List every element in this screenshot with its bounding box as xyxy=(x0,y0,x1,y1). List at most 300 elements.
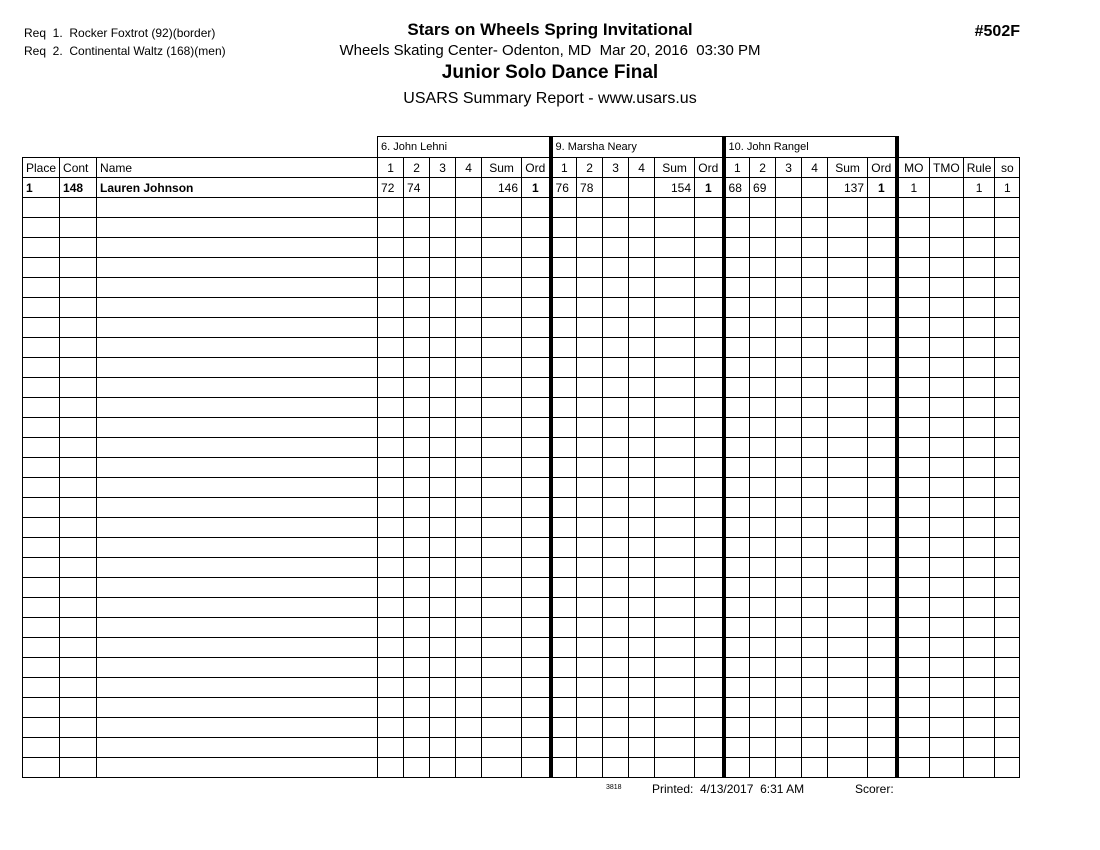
empty-cell xyxy=(776,698,802,718)
empty-cell xyxy=(724,618,750,638)
empty-cell xyxy=(404,458,430,478)
empty-cell xyxy=(456,358,482,378)
empty-cell xyxy=(963,458,995,478)
empty-cell xyxy=(750,238,776,258)
empty-cell xyxy=(23,338,60,358)
empty-cell xyxy=(930,618,964,638)
empty-cell xyxy=(750,378,776,398)
empty-cell xyxy=(60,578,97,598)
empty-row xyxy=(23,538,1020,558)
empty-cell xyxy=(603,578,629,598)
empty-cell xyxy=(378,218,404,238)
empty-cell xyxy=(995,198,1020,218)
empty-cell xyxy=(868,398,897,418)
empty-cell xyxy=(378,738,404,758)
empty-cell xyxy=(522,718,551,738)
printed-timestamp: Printed: 4/13/2017 6:31 AM xyxy=(652,782,805,796)
empty-cell xyxy=(378,578,404,598)
empty-cell xyxy=(776,718,802,738)
empty-cell xyxy=(577,198,603,218)
empty-cell xyxy=(695,378,724,398)
empty-cell xyxy=(655,378,695,398)
empty-cell xyxy=(695,238,724,258)
empty-cell xyxy=(378,758,404,778)
empty-cell xyxy=(404,218,430,238)
empty-cell xyxy=(695,698,724,718)
empty-cell xyxy=(404,678,430,698)
event-number: #502F xyxy=(974,23,1020,40)
empty-cell xyxy=(378,198,404,218)
empty-cell xyxy=(776,358,802,378)
col-header-name: Name xyxy=(97,158,378,178)
empty-cell xyxy=(868,318,897,338)
empty-cell xyxy=(930,478,964,498)
empty-cell xyxy=(430,758,456,778)
empty-cell xyxy=(695,338,724,358)
empty-cell xyxy=(23,378,60,398)
empty-cell xyxy=(430,598,456,618)
empty-cell xyxy=(995,218,1020,238)
empty-cell xyxy=(828,398,868,418)
judge-header-row xyxy=(23,137,1020,158)
empty-cell xyxy=(750,558,776,578)
empty-cell xyxy=(802,318,828,338)
empty-cell xyxy=(629,758,655,778)
empty-cell xyxy=(897,658,930,678)
empty-cell xyxy=(828,298,868,318)
empty-cell xyxy=(695,598,724,618)
empty-cell xyxy=(97,718,378,738)
empty-cell xyxy=(897,618,930,638)
empty-cell xyxy=(97,198,378,218)
empty-cell xyxy=(724,518,750,538)
empty-cell xyxy=(456,718,482,738)
empty-cell xyxy=(551,718,577,738)
empty-cell xyxy=(828,458,868,478)
empty-cell xyxy=(776,198,802,218)
empty-cell xyxy=(868,198,897,218)
empty-row xyxy=(23,598,1020,618)
empty-cell xyxy=(802,398,828,418)
empty-cell xyxy=(802,378,828,398)
empty-cell xyxy=(482,258,522,278)
empty-cell xyxy=(378,378,404,398)
empty-cell xyxy=(378,658,404,678)
empty-cell xyxy=(430,738,456,758)
empty-cell xyxy=(603,378,629,398)
empty-cell xyxy=(724,558,750,578)
empty-cell xyxy=(97,338,378,358)
empty-cell xyxy=(828,218,868,238)
empty-cell xyxy=(724,378,750,398)
empty-cell xyxy=(60,238,97,258)
empty-cell xyxy=(655,478,695,498)
empty-cell xyxy=(750,618,776,638)
empty-cell xyxy=(430,558,456,578)
empty-cell xyxy=(404,438,430,458)
empty-cell xyxy=(897,498,930,518)
empty-cell xyxy=(603,718,629,738)
empty-cell xyxy=(750,398,776,418)
empty-cell xyxy=(551,438,577,458)
empty-cell xyxy=(378,298,404,318)
empty-cell xyxy=(868,338,897,358)
empty-cell xyxy=(577,758,603,778)
empty-cell xyxy=(577,638,603,658)
empty-cell xyxy=(60,398,97,418)
empty-cell xyxy=(930,398,964,418)
empty-cell xyxy=(828,678,868,698)
empty-cell xyxy=(963,318,995,338)
empty-cell xyxy=(430,338,456,358)
empty-cell xyxy=(430,518,456,538)
empty-cell xyxy=(482,518,522,538)
empty-cell xyxy=(404,578,430,598)
empty-cell xyxy=(522,638,551,658)
empty-cell xyxy=(97,738,378,758)
empty-cell xyxy=(655,198,695,218)
empty-cell xyxy=(629,618,655,638)
empty-cell xyxy=(629,718,655,738)
empty-cell xyxy=(430,538,456,558)
empty-cell xyxy=(995,538,1020,558)
empty-cell xyxy=(430,638,456,658)
judge1-score-3-cell xyxy=(430,178,456,198)
empty-cell xyxy=(577,298,603,318)
empty-cell xyxy=(522,498,551,518)
empty-cell xyxy=(695,398,724,418)
empty-cell xyxy=(378,538,404,558)
empty-cell xyxy=(551,418,577,438)
empty-cell xyxy=(551,298,577,318)
empty-cell xyxy=(995,478,1020,498)
empty-cell xyxy=(868,278,897,298)
empty-cell xyxy=(482,638,522,658)
skater-name-cell: Lauren Johnson xyxy=(97,178,378,198)
empty-cell xyxy=(655,638,695,658)
empty-cell xyxy=(930,418,964,438)
empty-cell xyxy=(963,478,995,498)
empty-cell xyxy=(897,318,930,338)
empty-cell xyxy=(577,678,603,698)
empty-cell xyxy=(23,398,60,418)
empty-row xyxy=(23,198,1020,218)
empty-cell xyxy=(930,458,964,478)
empty-cell xyxy=(404,658,430,678)
empty-row xyxy=(23,758,1020,778)
empty-cell xyxy=(897,478,930,498)
empty-cell xyxy=(776,738,802,758)
empty-cell xyxy=(522,458,551,478)
empty-cell xyxy=(629,378,655,398)
empty-cell xyxy=(97,698,378,718)
empty-cell xyxy=(995,398,1020,418)
empty-cell xyxy=(551,398,577,418)
empty-cell xyxy=(868,218,897,238)
empty-cell xyxy=(750,758,776,778)
empty-cell xyxy=(868,378,897,398)
empty-cell xyxy=(828,338,868,358)
empty-cell xyxy=(629,238,655,258)
empty-cell xyxy=(995,698,1020,718)
empty-cell xyxy=(828,278,868,298)
empty-cell xyxy=(603,518,629,538)
empty-row xyxy=(23,218,1020,238)
empty-cell xyxy=(802,598,828,618)
empty-cell xyxy=(695,558,724,578)
empty-cell xyxy=(482,338,522,358)
empty-cell xyxy=(963,198,995,218)
empty-cell xyxy=(776,538,802,558)
empty-cell xyxy=(577,438,603,458)
empty-row xyxy=(23,458,1020,478)
empty-cell xyxy=(577,558,603,578)
empty-cell xyxy=(430,698,456,718)
empty-cell xyxy=(522,338,551,358)
empty-cell xyxy=(963,238,995,258)
judge2-ord-cell: 1 xyxy=(695,178,724,198)
empty-cell xyxy=(868,618,897,638)
empty-cell xyxy=(995,718,1020,738)
empty-cell xyxy=(23,218,60,238)
empty-cell xyxy=(522,258,551,278)
empty-cell xyxy=(776,318,802,338)
empty-cell xyxy=(378,718,404,738)
empty-cell xyxy=(629,458,655,478)
empty-cell xyxy=(522,598,551,618)
empty-cell xyxy=(995,278,1020,298)
empty-cell xyxy=(97,218,378,238)
empty-cell xyxy=(776,418,802,438)
empty-cell xyxy=(995,418,1020,438)
empty-cell xyxy=(522,658,551,678)
empty-cell xyxy=(551,338,577,358)
empty-cell xyxy=(629,298,655,318)
empty-cell xyxy=(868,738,897,758)
empty-cell xyxy=(603,358,629,378)
empty-cell xyxy=(776,658,802,678)
empty-cell xyxy=(897,718,930,738)
empty-cell xyxy=(868,298,897,318)
empty-cell xyxy=(404,198,430,218)
empty-cell xyxy=(551,238,577,258)
empty-cell xyxy=(995,738,1020,758)
judge2-col-header-sum: Sum xyxy=(655,158,695,178)
empty-cell xyxy=(776,438,802,458)
empty-cell xyxy=(482,498,522,518)
empty-cell xyxy=(828,738,868,758)
empty-cell xyxy=(695,718,724,738)
empty-cell xyxy=(97,678,378,698)
empty-row xyxy=(23,358,1020,378)
empty-cell xyxy=(551,458,577,478)
empty-cell xyxy=(750,698,776,718)
empty-row xyxy=(23,258,1020,278)
empty-cell xyxy=(802,298,828,318)
judge-header-spacer-right xyxy=(897,137,1020,158)
empty-cell xyxy=(60,378,97,398)
empty-cell xyxy=(60,678,97,698)
empty-cell xyxy=(930,598,964,618)
empty-cell xyxy=(963,358,995,378)
empty-cell xyxy=(868,358,897,378)
empty-cell xyxy=(577,478,603,498)
empty-cell xyxy=(868,258,897,278)
empty-cell xyxy=(522,678,551,698)
empty-cell xyxy=(60,458,97,478)
empty-cell xyxy=(963,718,995,738)
empty-cell xyxy=(802,518,828,538)
empty-cell xyxy=(629,518,655,538)
empty-cell xyxy=(724,538,750,558)
empty-cell xyxy=(963,738,995,758)
empty-cell xyxy=(522,298,551,318)
empty-cell xyxy=(930,318,964,338)
empty-cell xyxy=(23,518,60,538)
empty-cell xyxy=(97,278,378,298)
empty-cell xyxy=(828,318,868,338)
empty-cell xyxy=(930,338,964,358)
empty-cell xyxy=(802,738,828,758)
judge2-col-header-ord: Ord xyxy=(695,158,724,178)
empty-cell xyxy=(629,198,655,218)
empty-cell xyxy=(655,398,695,418)
empty-cell xyxy=(963,278,995,298)
empty-cell xyxy=(60,698,97,718)
empty-cell xyxy=(577,698,603,718)
empty-cell xyxy=(603,458,629,478)
empty-cell xyxy=(430,418,456,438)
empty-cell xyxy=(404,618,430,638)
empty-cell xyxy=(963,638,995,658)
empty-cell xyxy=(482,218,522,238)
place-cell: 1 xyxy=(23,178,60,198)
empty-cell xyxy=(577,338,603,358)
empty-cell xyxy=(23,498,60,518)
empty-cell xyxy=(603,298,629,318)
empty-cell xyxy=(551,598,577,618)
empty-cell xyxy=(603,418,629,438)
empty-cell xyxy=(802,218,828,238)
empty-cell xyxy=(577,278,603,298)
empty-cell xyxy=(482,238,522,258)
empty-cell xyxy=(655,678,695,698)
empty-cell xyxy=(802,238,828,258)
empty-cell xyxy=(60,438,97,458)
empty-cell xyxy=(629,578,655,598)
empty-row xyxy=(23,718,1020,738)
empty-cell xyxy=(430,678,456,698)
empty-cell xyxy=(97,258,378,278)
empty-cell xyxy=(724,638,750,658)
contestant-number-cell: 148 xyxy=(60,178,97,198)
empty-cell xyxy=(378,698,404,718)
empty-cell xyxy=(97,478,378,498)
empty-cell xyxy=(60,638,97,658)
empty-cell xyxy=(802,758,828,778)
empty-cell xyxy=(577,418,603,438)
empty-cell xyxy=(404,418,430,438)
empty-cell xyxy=(655,558,695,578)
empty-cell xyxy=(97,438,378,458)
empty-cell xyxy=(776,518,802,538)
empty-cell xyxy=(97,578,378,598)
empty-cell xyxy=(930,538,964,558)
empty-cell xyxy=(750,678,776,698)
empty-cell xyxy=(629,598,655,618)
empty-cell xyxy=(776,638,802,658)
empty-row xyxy=(23,498,1020,518)
empty-cell xyxy=(695,418,724,438)
empty-cell xyxy=(930,578,964,598)
empty-cell xyxy=(629,738,655,758)
mo-cell: 1 xyxy=(897,178,930,198)
empty-cell xyxy=(963,218,995,238)
empty-cell xyxy=(868,638,897,658)
empty-cell xyxy=(655,338,695,358)
empty-cell xyxy=(897,678,930,698)
empty-cell xyxy=(802,478,828,498)
empty-cell xyxy=(995,758,1020,778)
empty-cell xyxy=(430,658,456,678)
empty-cell xyxy=(603,278,629,298)
empty-cell xyxy=(724,438,750,458)
empty-cell xyxy=(930,738,964,758)
empty-cell xyxy=(655,358,695,378)
empty-cell xyxy=(522,478,551,498)
judge-header-spacer-left xyxy=(23,137,378,158)
empty-cell xyxy=(378,438,404,458)
empty-cell xyxy=(776,558,802,578)
empty-cell xyxy=(750,278,776,298)
empty-cell xyxy=(456,698,482,718)
empty-cell xyxy=(724,198,750,218)
empty-cell xyxy=(695,358,724,378)
empty-cell xyxy=(551,578,577,598)
judge2-score-3-cell xyxy=(603,178,629,198)
empty-cell xyxy=(23,458,60,478)
empty-cell xyxy=(430,358,456,378)
empty-row xyxy=(23,318,1020,338)
empty-cell xyxy=(404,338,430,358)
empty-cell xyxy=(750,498,776,518)
empty-cell xyxy=(930,558,964,578)
judge2-score-4-cell xyxy=(629,178,655,198)
empty-cell xyxy=(995,638,1020,658)
empty-cell xyxy=(995,298,1020,318)
empty-cell xyxy=(482,698,522,718)
empty-cell xyxy=(724,698,750,718)
empty-cell xyxy=(655,738,695,758)
empty-cell xyxy=(655,518,695,538)
empty-cell xyxy=(97,758,378,778)
empty-cell xyxy=(629,538,655,558)
empty-cell xyxy=(97,618,378,638)
empty-cell xyxy=(97,238,378,258)
empty-cell xyxy=(378,398,404,418)
empty-cell xyxy=(603,638,629,658)
empty-cell xyxy=(695,618,724,638)
judge3-score-1-cell: 68 xyxy=(724,178,750,198)
empty-cell xyxy=(750,518,776,538)
empty-cell xyxy=(522,738,551,758)
empty-cell xyxy=(23,718,60,738)
empty-cell xyxy=(522,698,551,718)
empty-cell xyxy=(776,478,802,498)
empty-row xyxy=(23,678,1020,698)
empty-cell xyxy=(23,558,60,578)
column-header-row xyxy=(23,158,1020,178)
